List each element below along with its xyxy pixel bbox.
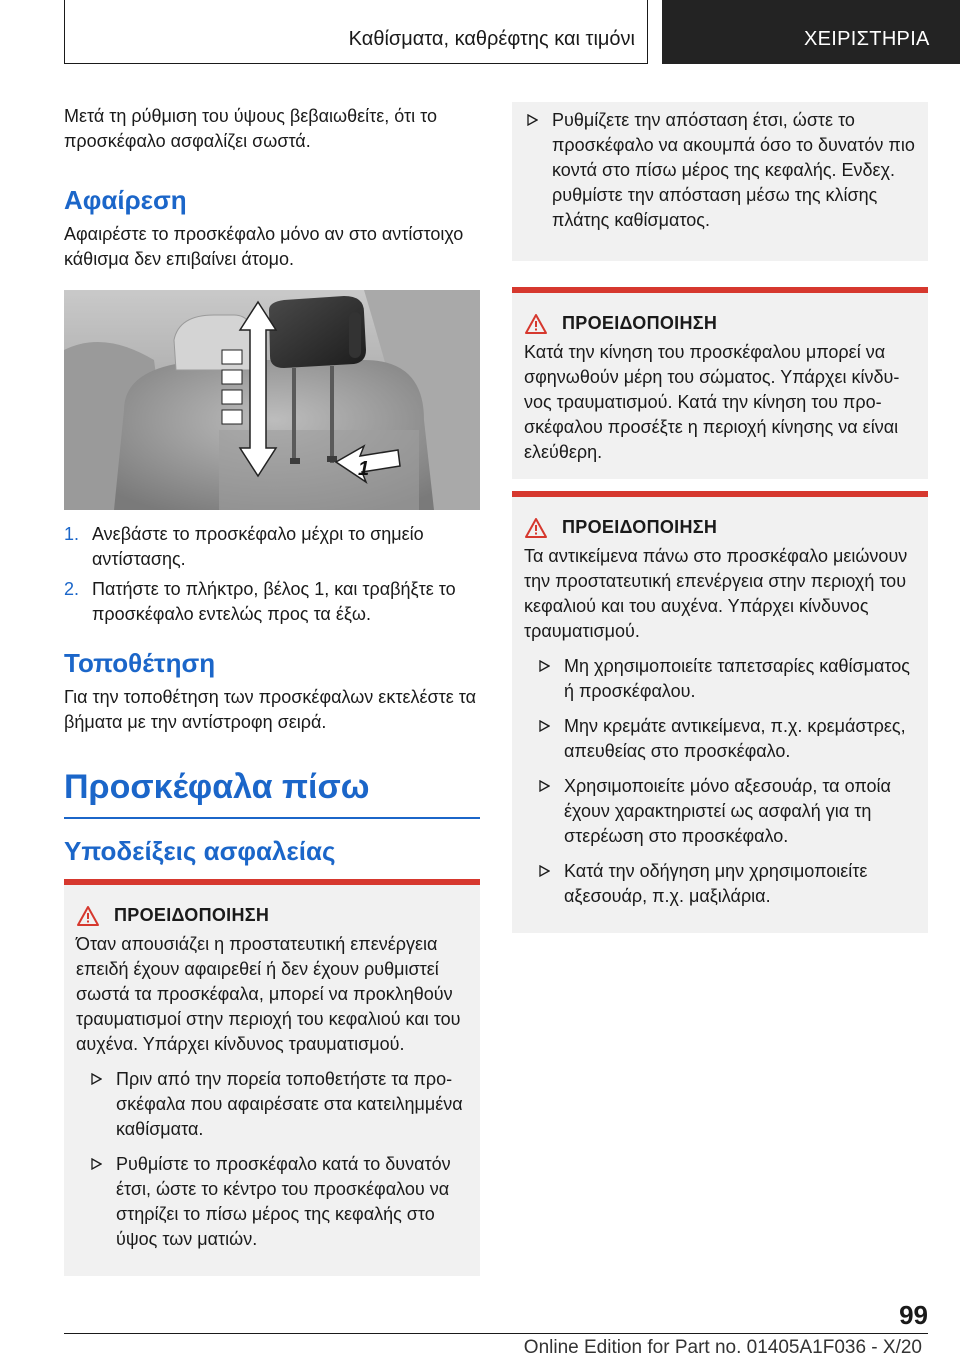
action-text: Ρυθμίζετε την απόσταση έτσι, ώστε το προσκέφαλο να ακουμπά όσο το δυνατόν πιο κοντά στο πίσω μέρος της κεφαλής. Ενδεχ. ρυθμίστε την απόσταση μέσω της κλίσης πλάτης καθίσματος.	[552, 110, 915, 230]
install-text: Για την τοποθέτηση των προσκέφαλων εκτελέστε τα βήματα με την αντίστροφη σειρά.	[64, 687, 476, 732]
section-tab[interactable]	[662, 0, 960, 64]
bullet-triangle-icon	[526, 114, 538, 126]
bullet-triangle-icon	[538, 780, 550, 792]
list-item	[524, 714, 916, 764]
warning-box	[512, 287, 928, 479]
warning-triangle-icon	[524, 517, 548, 539]
bullet-triangle-icon	[90, 1158, 102, 1170]
rear-headrests-heading: Προσκέφαλα πίσω	[64, 768, 370, 806]
bullet-triangle-icon	[538, 660, 550, 672]
warning-box	[512, 491, 928, 933]
list-item	[524, 654, 916, 704]
footer-divider	[64, 1333, 928, 1334]
step-text: Ανεβάστε το προσκέφαλο μέχρι το σημείο αντίστασης.	[92, 524, 424, 569]
install-heading: Τοποθέτηση	[64, 648, 216, 678]
list-item	[76, 1152, 468, 1252]
list-item	[64, 577, 480, 627]
list-item	[524, 774, 916, 849]
warning-header	[524, 515, 916, 540]
warning-box	[64, 879, 480, 1276]
heading-divider	[64, 817, 480, 819]
bullet-triangle-icon	[538, 865, 550, 877]
warning-header	[76, 903, 468, 928]
action-text: Μη χρησιμοποιείτε ταπετσαρίες καθίσματος ή προσκέφαλου.	[564, 656, 910, 701]
action-text: Χρησιμοποιείτε μόνο αξεσουάρ, τα οποία έχουν χαρακτηριστεί ως ασφαλή για τη στερέωση στο προσκέφαλο.	[564, 776, 891, 846]
continued-box	[512, 102, 928, 261]
action-text: Κατά την οδήγηση μην χρησιμοποιείτε αξεσουάρ, π.χ. μαξιλάρια.	[564, 861, 868, 906]
right-column	[512, 102, 928, 933]
warning-title: ΠΡΟΕΙΔΟΠΟΙΗΣΗ	[562, 313, 718, 333]
page-number: 99	[899, 1300, 928, 1330]
list-item	[64, 522, 480, 572]
left-column	[64, 104, 480, 1276]
chapter-header	[64, 0, 648, 64]
warning-actions	[76, 1067, 468, 1252]
warning-triangle-icon	[76, 905, 100, 927]
action-text: Πριν από την πορεία τοποθετήστε τα προσκέφαλα που αφαιρέσατε στα κατειλημμένα καθίσματα.	[116, 1069, 463, 1139]
warning-title: ΠΡΟΕΙΔΟΠΟΙΗΣΗ	[114, 905, 270, 925]
warning-title: ΠΡΟΕΙΔΟΠΟΙΗΣΗ	[562, 517, 718, 537]
warning-header	[524, 311, 916, 336]
step-number: 1.	[64, 524, 80, 544]
edition-info: Online Edition for Part no. 01405A1F036 - X/20	[523, 1337, 922, 1358]
continued-actions	[512, 108, 916, 233]
intro-paragraph: Μετά τη ρύθμιση του ύψους βεβαιωθείτε, ότι το προσκέφαλο ασφαλίζει σωστά.	[64, 106, 437, 151]
step-number: 2.	[64, 579, 80, 599]
bullet-triangle-icon	[90, 1073, 102, 1085]
list-item	[76, 1067, 468, 1142]
removal-steps	[64, 522, 480, 627]
action-text: Ρυθμίστε το προσκέφαλο κατά το δυνατόν έτσι, ώστε το κέντρο του προσκέφαλου να στηρίζει το πίσω μέρος της κεφαλής στο ύψος των ματιών.	[116, 1154, 451, 1249]
chapter-title: Καθίσματα, καθρέφτης και τιμόνι	[348, 28, 635, 50]
headrest-removal-figure	[64, 290, 480, 510]
action-text: Μην κρεμάτε αντικείμενα, π.χ. κρεμάστρες, απευθείας στο προσκέφαλο.	[564, 716, 906, 761]
removal-heading: Αφαίρεση	[64, 185, 187, 215]
warning-triangle-icon	[524, 313, 548, 335]
safety-heading: Υποδείξεις ασφαλείας	[64, 836, 336, 866]
list-item	[524, 859, 916, 909]
step-text: Πατήστε το πλήκτρο, βέλος 1, και τραβήξτε το προσκέφαλο εντελώς προς τα έξω.	[92, 579, 456, 624]
bullet-triangle-icon	[538, 720, 550, 732]
warning-text: Όταν απουσιάζει η προστατευτική επενέργεια επειδή έχουν αφαιρεθεί ή δεν έχουν ρυθμιστεί σωστά τα προσκέφαλα, μπορεί να προκληθούν τραυματισμοί στην περιοχή του κεφαλιού και του αυχένα. Υπάρχει κίνδυνος τραυματισμού.	[76, 934, 461, 1054]
list-item	[512, 108, 916, 233]
warning-text: Κατά την κίνηση του προσκέφαλου μπορεί να σφηνωθούν μέρη του σώματος. Υπάρχει κίνδυνος τραυματισμού. Κατά την κίνηση του προσκέφαλου προσέξτε η περιοχή κίνησης να είναι ελεύθερη.	[524, 342, 900, 462]
warning-actions	[524, 654, 916, 909]
warning-text: Τα αντικείμενα πάνω στο προσκέφαλο μειώνουν την προστατευτική επενέργεια στην περιοχή του κεφαλιού και του αυχένα. Υπάρχει κίνδυνος τραυματισμού.	[524, 546, 908, 641]
removal-text: Αφαιρέστε το προσκέφαλο μόνο αν στο αντίστοιχο κάθισμα δεν επιβαίνει άτομο.	[64, 224, 464, 269]
callout-number: 1	[358, 458, 370, 480]
section-label: ΧΕΙΡΙΣΤΗΡΙΑ	[804, 28, 930, 50]
headrest-illustration	[64, 290, 480, 510]
